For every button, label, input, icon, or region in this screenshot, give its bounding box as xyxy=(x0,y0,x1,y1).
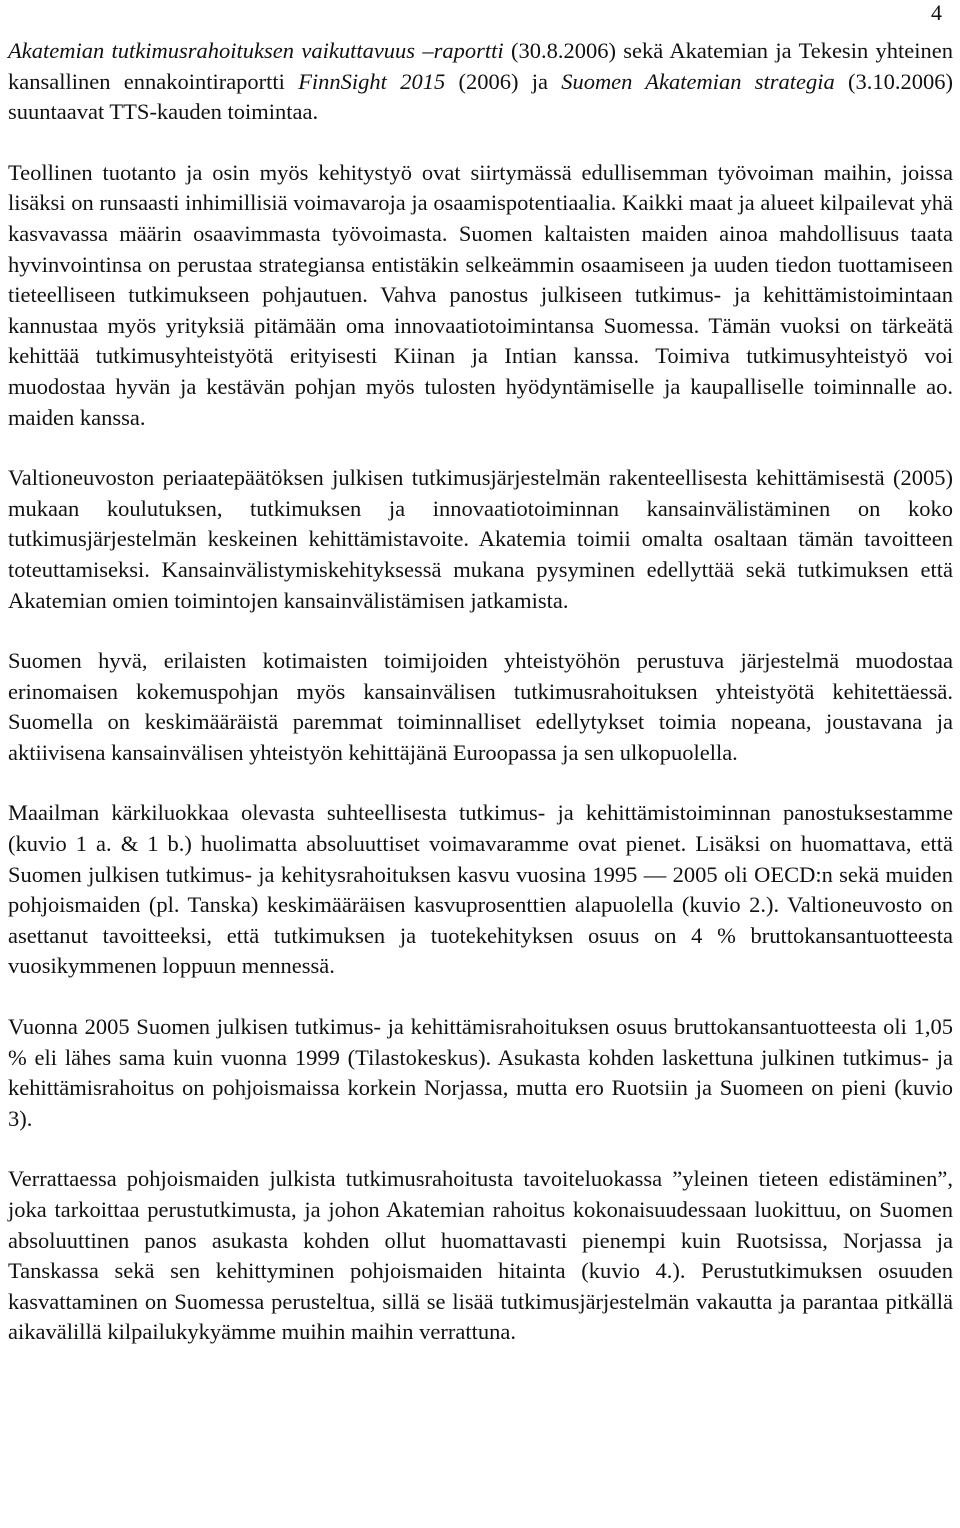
intro-text: (2006) ja xyxy=(445,68,562,94)
intro-text: (30.8.2006) sekä Akatemian ja Tekesin yhteinen kansallinen ennakointiraportti xyxy=(8,38,953,94)
page-number: 4 xyxy=(931,0,942,25)
report-title-finnsight: FinnSight 2015 xyxy=(298,68,446,94)
body-paragraph: Suomen hyvä, erilaisten kotimaisten toimijoiden yhteistyöhön perustuva järjestelmä muodostaa erinomaisen kokemuspohjan myös kansainvälisen tutkimusrahoituksen yhteistyötä kehitettäessä. Suomella on keskimääräistä paremmat toiminnalliset edellytykset toimia nopeana, joustavana ja aktiivisena kansainvälisen yhteistyön kehittäjänä Euroopassa ja sen ulkopuolella. xyxy=(8,648,953,765)
intro-paragraph xyxy=(8,36,953,128)
report-title-strategia: Suomen Akatemian strategia xyxy=(561,68,835,94)
body-paragraph: Teollinen tuotanto ja osin myös kehitystyö ovat siirtymässä edullisemman työvoiman maihin, joissa lisäksi on runsaasti inhimillisiä voimavaroja ja osaamispotentiaalia. Kaikki maat ja alueet kilpailevat yhä kasvavassa määrin osaavimmasta työvoimasta. Suomen kaltaisten maiden ainoa mahdollisuus taata hyvinvointinsa on perustaa strategiansa entistäkin selkeämmin osaamiseen ja uuden tiedon tuottamiseen tieteelliseen tutkimukseen pohjautuen. Vahva panostus julkiseen tutkimus- ja kehittämistoimintaan kannustaa myös yrityksiä pitämään oma innovaatiotoimintansa Suomessa. Tämän vuoksi on tärkeätä kehittää tutkimusyhteistyötä erityisesti Kiinan ja Intian kanssa. Toimiva tutkimusyhteistyö voi muodostaa hyvän ja kestävän pohjan myös tulosten hyödyntämiselle ja kaupalliselle toiminnalle ao. maiden kanssa. xyxy=(8,159,953,430)
document-body xyxy=(8,36,953,1348)
body-paragraph: Verrattaessa pohjoismaiden julkista tutkimusrahoitusta tavoiteluokassa ”yleinen tieteen edistäminen”, joka tarkoittaa perustutkimusta, ja johon Akatemian rahoitus kokonaisuudessaan luokittuu, on Suomen absoluuttinen panos asukasta kohden ollut huomattavasti pienempi kuin Ruotsissa, Norjassa ja Tanskassa sekä sen kehittyminen pohjoismaiden hitainta (kuvio 4.). Perustutkimuksen osuuden kasvattaminen on Suomessa perusteltua, sillä se lisää tutkimusjärjestelmän vakautta ja parantaa pitkällä aikavälillä kilpailukykyämme muihin maihin verrattuna. xyxy=(8,1166,953,1345)
body-paragraph: Maailman kärkiluokkaa olevasta suhteellisesta tutkimus- ja kehittämistoiminnan panostuksestamme (kuvio 1 a. & 1 b.) huolimatta absoluuttiset voimavaramme ovat pienet. Lisäksi on huomattava, että Suomen julkisen tutkimus- ja kehitysrahoituksen kasvu vuosina 1995 — 2005 oli OECD:n sekä muiden pohjoismaiden (pl. Tanska) keskimääräisen kasvuprosenttien alapuolella (kuvio 2.). Valtioneuvosto on asettanut tavoitteeksi, että tutkimuksen ja tuotekehityksen osuus on 4 % bruttokansantuotteesta vuosikymmenen loppuun mennessä. xyxy=(8,800,953,979)
body-paragraph: Valtioneuvoston periaatepäätöksen julkisen tutkimusjärjestelmän rakenteellisesta kehittämisestä (2005) mukaan koulutuksen, tutkimuksen ja innovaatiotoiminnan kansainvälistäminen on koko tutkimusjärjestelmän keskeinen kehittämistavoite. Akatemia toimii omalta osaltaan tämän tavoitteen toteuttamiseksi. Kansainvälistymiskehityksessä mukana pysyminen edellyttää sekä tutkimuksen että Akatemian omien toimintojen kansainvälistämisen jatkamista. xyxy=(8,465,953,613)
intro-text: (3.10.2006) suuntaavat TTS-kauden toimintaa. xyxy=(8,68,953,125)
body-paragraph: Vuonna 2005 Suomen julkisen tutkimus- ja kehittämisrahoituksen osuus bruttokansantuotteesta oli 1,05 % eli lähes sama kuin vuonna 1999 (Tilastokeskus). Asukasta kohden laskettuna julkinen tutkimus- ja kehittämisrahoitus on pohjoismaissa korkein Norjassa, mutta ero Ruotsiin ja Suomeen on pieni (kuvio 3). xyxy=(8,1014,953,1131)
report-title-vaikuttavuus: Akatemian tutkimusrahoituksen vaikuttavuus –raportti xyxy=(8,38,504,63)
